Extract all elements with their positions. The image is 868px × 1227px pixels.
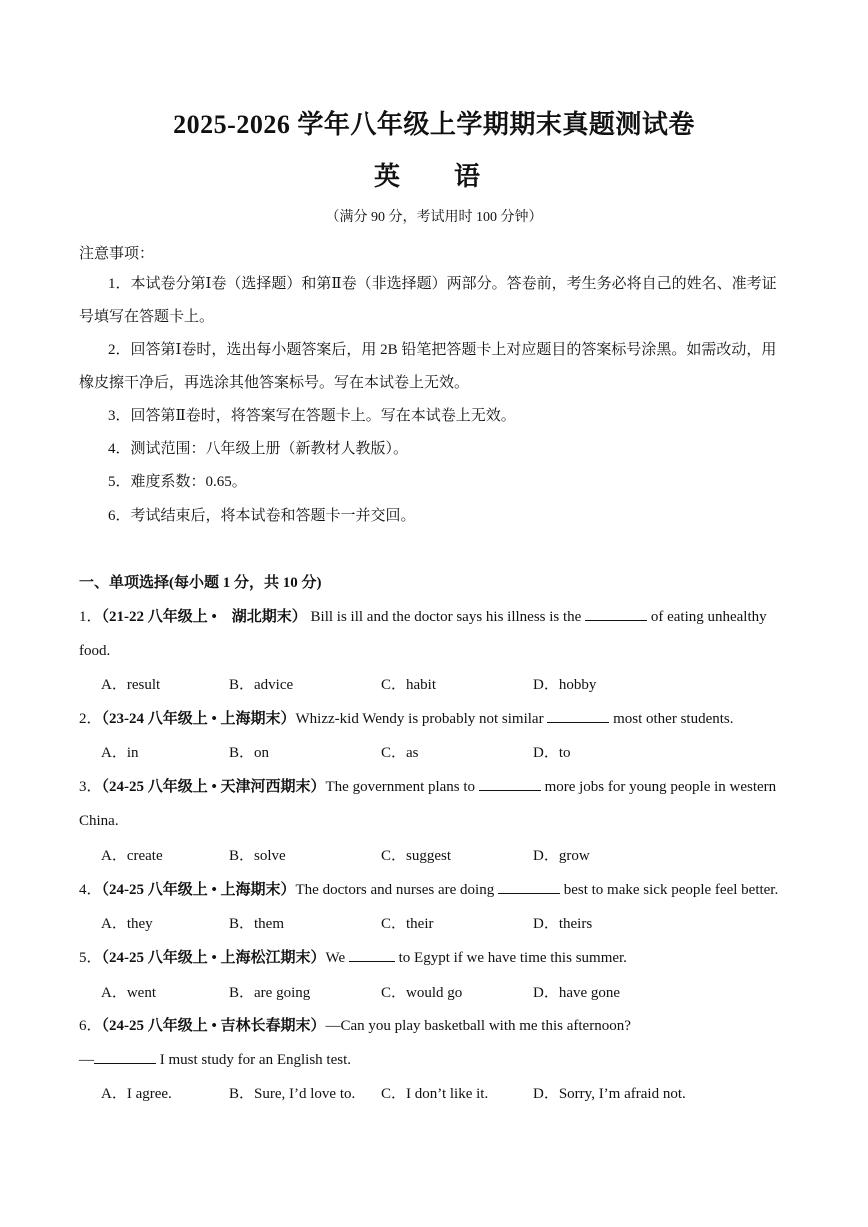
question-6 [79,1009,791,1043]
question-3 [79,770,791,838]
question-source: （24-25 八年级上 • 上海期末） [101,882,296,898]
question-text: I must study for an English test. [156,1052,351,1068]
note-item-6: 6．考试结束后，将本试卷和答题卡一并交回。 [108,508,416,524]
question-source: （24-25 八年级上 • 上海松江期末） [101,950,326,966]
option-d[interactable]: D．theirs [533,916,593,932]
exam-info: （满分 90 分，考试用时 100 分钟） [325,210,543,225]
option-d[interactable]: D．Sorry, I’m afraid not. [533,1086,686,1102]
section-title: 一、单项选择(每小题 1 分，共 10 分) [79,575,322,591]
option-c[interactable]: C．as [381,745,419,761]
question-5 [79,941,791,975]
note-item-4: 4．测试范围：八年级上册（新教材人教版）。 [108,441,409,457]
question-text: to Egypt if we have time this summer. [394,950,627,966]
option-c[interactable]: C．their [381,916,434,932]
question-text: of eating unhealthy food. [79,609,767,659]
option-d[interactable]: D．hobby [533,677,597,693]
answer-blank [585,606,647,621]
answer-blank [498,879,560,894]
note-item-5: 5．难度系数：0.65。 [108,474,247,490]
question-number: 3． [79,779,102,795]
question-text: The doctors and nurses are doing [295,882,498,898]
question-source: （21-22 八年级上 • 湖北期末） [101,609,307,625]
option-a[interactable]: A．result [101,677,161,693]
question-text: We [325,950,349,966]
question-number: 2． [79,711,102,727]
question-2 [79,702,791,736]
exam-title: 2025-2026 学年八年级上学期期末真题测试卷 [173,110,695,139]
question-number: 4． [79,882,102,898]
question-text: The government plans to [325,779,479,795]
option-b[interactable]: B．solve [229,848,286,864]
question-text: Whizz-kid Wendy is probably not similar [295,711,548,727]
question-1 [79,600,791,668]
answer-blank [94,1049,156,1064]
option-b[interactable]: B．advice [229,677,294,693]
question-6-reply [79,1043,791,1077]
note-item-2: 2．回答第Ⅰ卷时，选出每小题答案后，用 2B 铅笔把答题卡上对应题目的答案标号涂黑。如需改动，用橡皮擦干净后，再选涂其他答案标号。写在本试卷上无效。 [79,342,777,391]
question-source: （24-25 八年级上 • 天津河西期末） [101,779,326,795]
answer-blank [547,708,609,723]
question-number: 1． [79,609,102,625]
option-b[interactable]: B．are going [229,985,311,1001]
note-item-3: 3．回答第Ⅱ卷时，将答案写在答题卡上。写在本试卷上无效。 [108,408,516,424]
option-b[interactable]: B．on [229,745,270,761]
question-text: Bill is ill and the doctor says his illness is the [306,609,586,625]
question-text: best to make sick people feel better. [559,882,779,898]
notes-heading: 注意事项： [79,246,155,262]
option-c[interactable]: C．I don’t like it. [381,1086,489,1102]
option-b[interactable]: B．Sure, I’d love to. [229,1086,356,1102]
question-number: 5． [79,950,102,966]
option-d[interactable]: D．have gone [533,985,621,1001]
option-c[interactable]: C．would go [381,985,463,1001]
question-text: most other students. [609,711,734,727]
question-text: more jobs for young people in western China. [79,779,777,829]
reply-dash: — [79,1052,94,1068]
subject-title: 英 语 [373,162,494,191]
option-b[interactable]: B．them [229,916,284,932]
question-number: 6． [79,1018,102,1034]
option-c[interactable]: C．suggest [381,848,452,864]
option-a[interactable]: A．went [101,985,156,1001]
option-a[interactable]: A．I agree. [101,1086,172,1102]
question-text: —Can you play basketball with me this afternoon? [325,1018,631,1034]
question-4 [79,873,791,907]
option-c[interactable]: C．habit [381,677,436,693]
option-d[interactable]: D．to [533,745,571,761]
answer-blank [349,947,395,962]
option-a[interactable]: A．they [101,916,153,932]
note-item-1: 1．本试卷分第Ⅰ卷（选择题）和第Ⅱ卷（非选择题）两部分。答卷前，考生务必将自己的姓名、准考证号填写在答题卡上。 [79,276,777,325]
option-a[interactable]: A．in [101,745,139,761]
question-source: （24-25 八年级上 • 吉林长春期末） [101,1018,326,1034]
answer-blank [479,776,541,791]
question-source: （23-24 八年级上 • 上海期末） [101,711,296,727]
option-d[interactable]: D．grow [533,848,590,864]
option-a[interactable]: A．create [101,848,163,864]
